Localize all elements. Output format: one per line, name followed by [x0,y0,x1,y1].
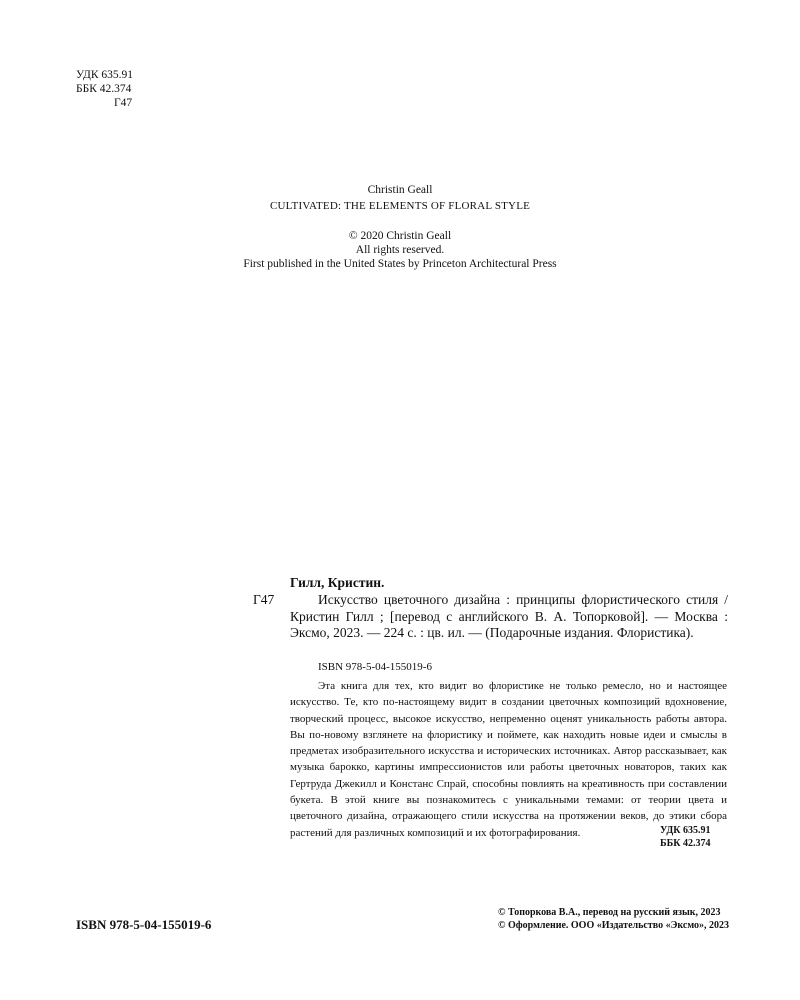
bib-udk-code: УДК 635.91 [660,825,711,836]
bib-author-sign: Г47 [253,592,275,607]
header-classification-codes [76,68,133,110]
footer-copyright [498,906,729,932]
annotation: Эта книга для тех, кто видит во флористике не только ремесло, но и настоящее искусство. Те, кто по-настоящему видит в создании цветочных композиций вдохновение, творческий процесс, высокое искусство, непременно оценят уникальность работы автора. Вы по-новому взглянете на флористику и поймете, как находить новые идеи и смыслы в предметах изобразительного искусства и исторических источниках. Автор рассказывает, как музыка барокко, картины импрессионистов или работы цветочных новаторов, таких как Гертруда Джекилл и Констанс Спрай, способны повлиять на креативность при составлении букета. В этой книге вы познакомитесь с уникальными темами: от теории цвета и цветочного дизайна, отражающего стили искусства на протяжении веков, до этики сбора растений для различных композиций и их фотографирования. [290,680,727,839]
bib-bbk-code: ББК 42.374 [660,838,711,849]
original-copyright: © 2020 Christin Geall [348,230,452,242]
translation-copyright: © Топоркова В.А., перевод на русский язык, 2023 [498,907,721,918]
bib-description: Искусство цветочного дизайна : принципы флористического стиля / Кристин Гилл ; [перевод с английского В. А. Топорковой]. — Москва : Эксмо, 2023. — 224 с. : цв. ил. — (Подарочные издания. Флористика). [290,592,728,640]
design-copyright: © Оформление. ООО «Издательство «Эксмо», 2023 [498,920,729,931]
bib-isbn: ISBN 978-5-04-155019-6 [318,661,432,673]
bbk-code: ББК 42.374 [76,83,132,95]
author-sign: Г47 [114,97,133,109]
rights-notice: All rights reserved. [355,244,445,256]
bib-author-heading: Гилл, Кристин. [290,575,385,590]
original-title: CULTIVATED: THE ELEMENTS OF FLORAL STYLE [269,200,531,212]
bib-classification-codes [660,824,720,850]
original-author: Christin Geall [367,184,433,196]
udk-code: УДК 635.91 [76,69,133,81]
first-published-notice: First published in the United States by Princeton Architectural Press [243,258,557,270]
footer-isbn: ISBN 978-5-04-155019-6 [76,917,212,932]
